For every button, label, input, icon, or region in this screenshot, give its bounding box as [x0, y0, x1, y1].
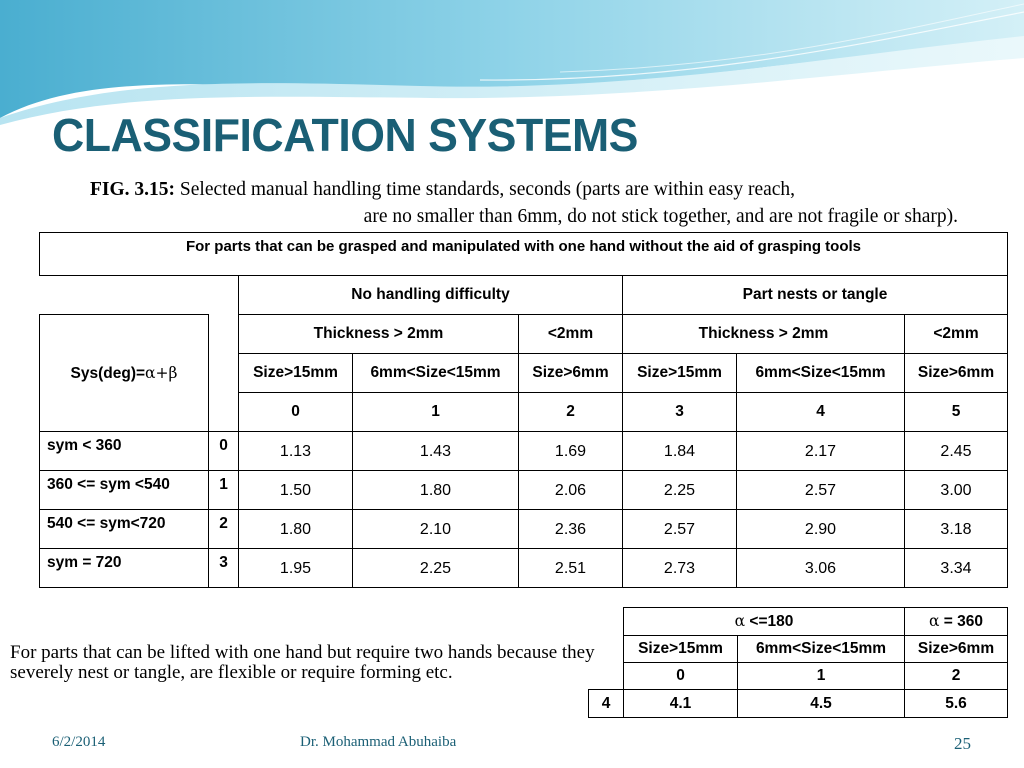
- table-row: [40, 471, 1008, 510]
- column-code: 0: [624, 663, 738, 690]
- time-value: 4.1: [624, 690, 738, 718]
- header-thickness-gt-2mm: Thickness > 2mm: [623, 315, 905, 354]
- time-value: 1.95: [239, 549, 353, 588]
- caption-line-1: Selected manual handling time standards, seconds (parts are within easy reach,: [175, 179, 796, 200]
- handling-time-table: [39, 232, 1008, 588]
- empty-code-header: [209, 315, 239, 432]
- footer-author: Dr. Mohammad Abuhaiba: [300, 734, 457, 750]
- time-value: 3.34: [905, 549, 1008, 588]
- two-hands-table: [588, 607, 1008, 718]
- column-code: 1: [738, 663, 905, 690]
- time-value: 2.36: [519, 510, 623, 549]
- column-code: 2: [905, 663, 1008, 690]
- symmetry-header: Sys(deg)=α+β: [40, 315, 209, 432]
- row-code: 2: [209, 510, 239, 549]
- table-row: [40, 549, 1008, 588]
- time-value: 3.18: [905, 510, 1008, 549]
- header-thickness-lt-2mm: <2mm: [519, 315, 623, 354]
- alpha-symbol: α: [734, 612, 746, 630]
- row-code: 4: [589, 690, 624, 718]
- column-code: 3: [623, 393, 737, 432]
- time-value: 1.50: [239, 471, 353, 510]
- time-value: 2.25: [353, 549, 519, 588]
- time-value: 3.06: [737, 549, 905, 588]
- column-code: 0: [239, 393, 353, 432]
- header-alpha-le-180: α <=180: [624, 608, 905, 636]
- row-code: 1: [209, 471, 239, 510]
- page-number: 25: [954, 734, 971, 753]
- table-row: [40, 432, 1008, 471]
- time-value: 2.17: [737, 432, 905, 471]
- caption-line-2: are no smaller than 6mm, do not stick together, and are not fragile or sharp).: [363, 206, 958, 227]
- table-banner: For parts that can be grasped and manipulated with one hand without the aid of grasping tools: [40, 233, 1008, 276]
- header-size: 6mm<Size<15mm: [737, 354, 905, 393]
- row-label: sym = 720: [40, 549, 209, 588]
- row-code: 0: [209, 432, 239, 471]
- column-code: 4: [737, 393, 905, 432]
- time-value: 4.5: [738, 690, 905, 718]
- time-value: 2.10: [353, 510, 519, 549]
- two-hands-note: For parts that can be lifted with one hand but require two hands because they severely nest or tangle, are flexible or require forming etc.: [10, 642, 595, 683]
- time-value: 2.06: [519, 471, 623, 510]
- time-value: 1.84: [623, 432, 737, 471]
- time-value: 1.43: [353, 432, 519, 471]
- footer-date: 6/2/2014: [52, 734, 106, 750]
- time-value: 2.90: [737, 510, 905, 549]
- figure-caption: [40, 176, 958, 230]
- time-value: 2.51: [519, 549, 623, 588]
- time-value: 1.80: [239, 510, 353, 549]
- time-value: 2.57: [623, 510, 737, 549]
- header-size: Size>15mm: [623, 354, 737, 393]
- empty-cell: [589, 663, 624, 690]
- column-code: 5: [905, 393, 1008, 432]
- time-value: 1.80: [353, 471, 519, 510]
- row-label: 360 <= sym <540: [40, 471, 209, 510]
- header-size: 6mm<Size<15mm: [353, 354, 519, 393]
- row-code: 3: [209, 549, 239, 588]
- header-size: Size>6mm: [905, 636, 1008, 663]
- empty-cell: [589, 608, 624, 636]
- header-size: 6mm<Size<15mm: [738, 636, 905, 663]
- header-alpha-eq-360: α = 360: [905, 608, 1008, 636]
- header-thickness-lt-2mm: <2mm: [905, 315, 1008, 354]
- time-value: 3.00: [905, 471, 1008, 510]
- time-value: 1.13: [239, 432, 353, 471]
- header-thickness-gt-2mm: Thickness > 2mm: [239, 315, 519, 354]
- alpha-symbol: α: [929, 612, 940, 630]
- empty-corner: [40, 276, 239, 315]
- table-row: [40, 510, 1008, 549]
- time-value: 2.45: [905, 432, 1008, 471]
- header-no-handling-difficulty: No handling difficulty: [239, 276, 623, 315]
- header-size: Size>15mm: [624, 636, 738, 663]
- time-value: 2.73: [623, 549, 737, 588]
- time-value: 2.57: [737, 471, 905, 510]
- column-code: 1: [353, 393, 519, 432]
- time-value: 5.6: [905, 690, 1008, 718]
- header-size: Size>6mm: [519, 354, 623, 393]
- figure-label: FIG. 3.15:: [90, 179, 176, 200]
- row-label: sym < 360: [40, 432, 209, 471]
- table-row: [589, 690, 1008, 718]
- slide-title: CLASSIFICATION SYSTEMS: [52, 109, 638, 161]
- column-code: 2: [519, 393, 623, 432]
- time-value: 2.25: [623, 471, 737, 510]
- header-size: Size>6mm: [905, 354, 1008, 393]
- time-value: 1.69: [519, 432, 623, 471]
- header-size: Size>15mm: [239, 354, 353, 393]
- row-label: 540 <= sym<720: [40, 510, 209, 549]
- header-part-nests-or-tangle: Part nests or tangle: [623, 276, 1008, 315]
- empty-cell: [589, 636, 624, 663]
- alpha-beta-symbol: α+β: [145, 363, 178, 382]
